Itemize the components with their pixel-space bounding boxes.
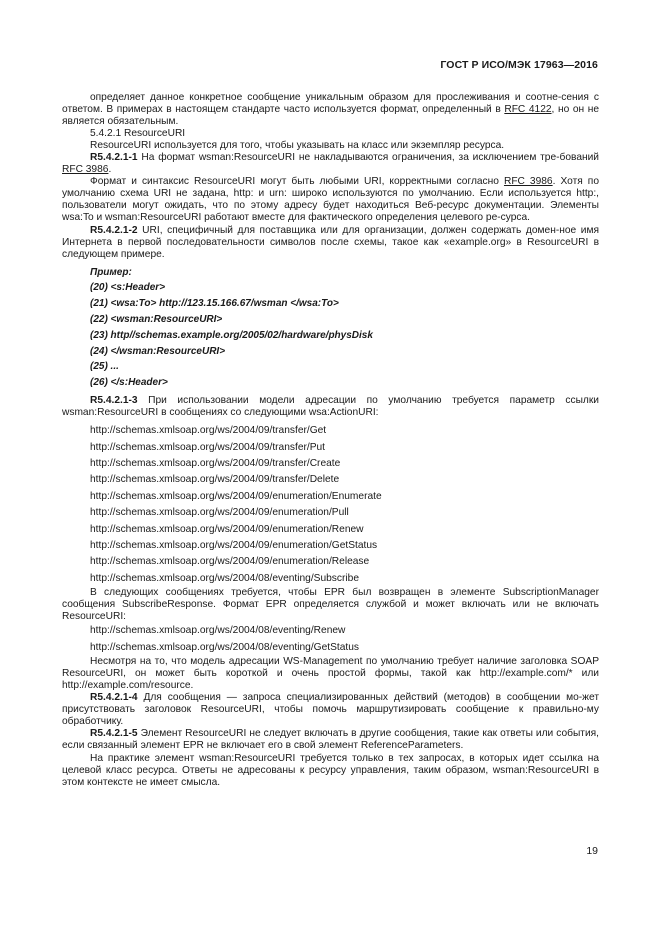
paragraph-intro xyxy=(62,92,599,128)
uri-item: http://schemas.xmlsoap.org/ws/2004/09/enumeration/Release xyxy=(90,556,370,568)
rfc-link[interactable]: RFC 3986 xyxy=(503,176,553,188)
example-line: (25) ... xyxy=(90,361,119,373)
example-block xyxy=(62,265,599,391)
uri-item: http://schemas.xmlsoap.org/ws/2004/09/transfer/Create xyxy=(90,457,341,469)
uri-item: http://schemas.xmlsoap.org/ws/2004/08/eventing/GetStatus xyxy=(90,641,359,653)
requirement-paragraph xyxy=(62,152,599,176)
text: URI, специфичный для поставщика или для организации, должен содержать домен-ное имя Интернета в первой последовательности символов после схемы, такое как «example.org» в ResourceURI в следующем примере. xyxy=(62,224,599,260)
requirement-paragraph xyxy=(62,728,599,752)
paragraph: На практике элемент wsman:ResourceURI требуется только в тех запросах, в которых идет ссылка на целевой класс ресурса. Ответы не адресованы к ресурсу управления, таким образом, wsman:ResourceURI в этом контексте не имеет смысла. xyxy=(62,752,599,788)
uri-item: http://schemas.xmlsoap.org/ws/2004/09/transfer/Delete xyxy=(90,474,340,486)
rfc-link[interactable]: RFC 4122 xyxy=(504,104,552,116)
text: При использовании модели адресации по умолчанию требуется параметр ссылки wsman:ResourceURI в сообщениях со следующими wsa:ActionURI: xyxy=(62,395,599,419)
example-line: (23) http//schemas.example.org/2005/02/hardware/physDisk xyxy=(90,329,373,341)
paragraph: В следующих сообщениях требуется, чтобы EPR был возвращен в элементе SubscriptionManager сообщения SubscribeResponse. Формат EPR определяется службой и может включать или не включать ResourceURI: xyxy=(62,587,599,623)
uri-item: http://schemas.xmlsoap.org/ws/2004/09/enumeration/GetStatus xyxy=(90,539,378,551)
paragraph: ResourceURI используется для того, чтобы указывать на класс или экземпляр ресурса. xyxy=(90,140,505,152)
requirement-id: R5.4.2.1-3 xyxy=(90,395,138,407)
example-line: (26) </s:Header> xyxy=(90,377,168,389)
uri-item: http://schemas.xmlsoap.org/ws/2004/09/transfer/Get xyxy=(90,425,327,437)
uri-item: http://schemas.xmlsoap.org/ws/2004/09/enumeration/Renew xyxy=(90,523,364,535)
text: Элемент ResourceURI не следует включать в другие сообщения, такие как ответы или события, если связанный элемент EPR не включает его в свой элемент ReferenceParameters. xyxy=(62,728,599,752)
uri-item: http://schemas.xmlsoap.org/ws/2004/09/enumeration/Pull xyxy=(90,507,349,519)
requirement-id: R5.4.2.1-1 xyxy=(90,152,138,164)
text: , но он не является обязательным. xyxy=(62,104,599,128)
uri-item: http://schemas.xmlsoap.org/ws/2004/08/eventing/Renew xyxy=(90,625,346,637)
page-header: ГОСТ Р ИСО/МЭК 17963—2016 xyxy=(440,59,598,71)
document-body xyxy=(62,92,599,789)
text: . Хотя по умолчанию схема URI не задана, http: и urn: широко используются по умолчанию. Если используется http:, пользователи могут ожидать, что по этому адресу будет находиться Веб-ресурс документации. Элементы wsa:To и wsman:ResourceURI работают вместе для фактического определения целевого ре-сурса. xyxy=(62,176,599,224)
rfc-link[interactable]: RFC 3986 xyxy=(62,164,109,176)
example-line: (20) <s:Header> xyxy=(90,282,166,294)
example-line: (24) </wsman:ResourceURI> xyxy=(90,345,226,357)
example-label: Пример: xyxy=(90,266,132,278)
text: определяет данное конкретное сообщение уникальным образом для прослеживания и соотне-сения с ответом. В примерах в настоящем стандарте часто используется формат, определенный в xyxy=(62,92,599,116)
example-line: (22) <wsman:ResourceURI> xyxy=(90,314,223,326)
text: . xyxy=(108,164,112,176)
requirement-paragraph xyxy=(62,395,599,419)
requirement-id: R5.4.2.1-5 xyxy=(90,728,138,740)
page-number: 19 xyxy=(586,845,598,857)
text: На формат wsman:ResourceURI не накладываются ограничения, за исключением тре-бований xyxy=(137,152,599,164)
section-heading: 5.4.2.1 ResourceURI xyxy=(90,128,186,140)
action-uri-list xyxy=(62,423,599,587)
paragraph xyxy=(62,176,599,224)
uri-item: http://schemas.xmlsoap.org/ws/2004/09/transfer/Put xyxy=(90,441,325,453)
requirement-paragraph xyxy=(62,225,599,261)
paragraph: Несмотря на то, что модель адресации WS-Management по умолчанию требует наличие заголовка SOAP ResourceURI, он может быть короткой и очень простой формы, такой как http://example.com/* или http://example.com/resource. xyxy=(62,656,599,692)
example-line: (21) <wsa:To> http://123.15.166.67/wsman </wsa:To> xyxy=(90,298,339,310)
uri-item: http://schemas.xmlsoap.org/ws/2004/08/eventing/Subscribe xyxy=(90,572,359,584)
text: Для сообщения — запроса специализированных действий (методов) в сообщении мо-жет присутствовать заголовок ResourceURI, чтобы помочь маршрутизировать сообщение к правильно-му обработчику. xyxy=(62,692,599,728)
subscription-uri-list xyxy=(62,623,599,656)
requirement-id: R5.4.2.1-2 xyxy=(90,224,138,236)
requirement-id: R5.4.2.1-4 xyxy=(90,692,138,704)
uri-item: http://schemas.xmlsoap.org/ws/2004/09/enumeration/Enumerate xyxy=(90,490,382,502)
text: Формат и синтаксис ResourceURI могут быть любыми URI, корректными согласно xyxy=(90,176,504,188)
requirement-paragraph xyxy=(62,692,599,728)
